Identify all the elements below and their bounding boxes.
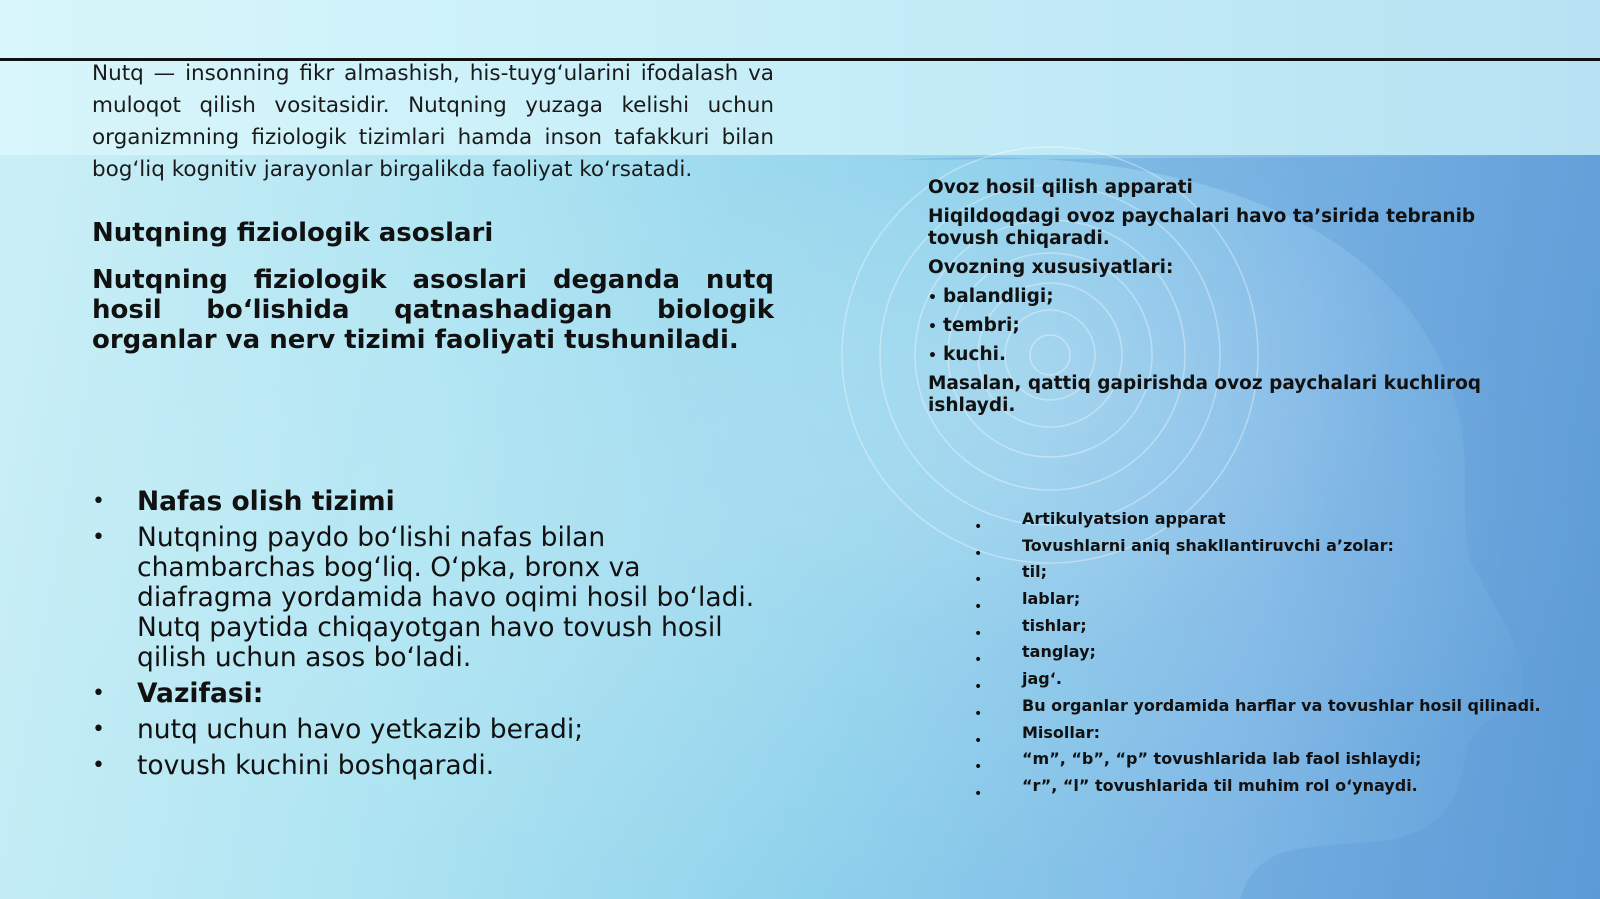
list-item: • Vazifasi: xyxy=(92,678,264,709)
list-item: • balandligi; xyxy=(928,286,1054,307)
voice-example: Masalan, qattiq gapirishda ovoz paychalari kuchliroq ishlaydi. xyxy=(928,373,1482,416)
list-item: tishlar; xyxy=(1022,615,1087,635)
articulation-bullets xyxy=(974,520,994,814)
list-item: • nutq uchun havo yetkazib beradi; xyxy=(92,714,584,745)
bullet-icon: • xyxy=(974,572,983,589)
list-item: lablar; xyxy=(1022,589,1081,609)
bullet-icon: • xyxy=(928,319,937,335)
bullet-icon: • xyxy=(974,679,983,696)
bullet-icon: • xyxy=(974,759,983,776)
list-item: Misollar: xyxy=(1022,722,1100,742)
bullet-icon: • xyxy=(974,732,983,749)
bullet-icon: • xyxy=(974,519,983,535)
intro-paragraph: Nutq — insonning fikr almashish, his-tuyg‘ularini ifodalash va muloqot qilish vositasidir. Nutqning yuzaga kelishi uchun organizmning fiziologik tizimlari hamda inson tafakkuri bilan bog‘liq kognitiv jarayonlar birgalikda faoliyat ko‘rsatadi. xyxy=(92,61,774,182)
list-item: • kuchi. xyxy=(928,344,1006,365)
bullet-icon: • xyxy=(928,348,937,364)
list-item: til; xyxy=(1022,562,1048,582)
bullet-icon: • xyxy=(974,625,983,642)
section-heading: Nutqning fiziologik asoslari xyxy=(92,218,494,248)
bullet-icon: • xyxy=(92,489,105,514)
bullet-icon: • xyxy=(974,545,983,562)
bullet-icon: • xyxy=(92,681,105,706)
list-item: jag‘. xyxy=(1022,669,1062,689)
list-item: “r”, “l” tovushlarida til muhim rol o‘ynaydi. xyxy=(1022,775,1418,795)
bullet-icon: • xyxy=(92,753,105,778)
list-item: • Nafas olish tizimi xyxy=(92,486,395,517)
bullet-icon: • xyxy=(92,525,105,550)
bullet-icon: • xyxy=(92,717,105,742)
bullet-icon: • xyxy=(974,599,983,616)
list-item: tanglay; xyxy=(1022,642,1096,662)
bullet-icon: • xyxy=(928,290,937,306)
voice-properties-title: Ovozning xususiyatlari: xyxy=(928,257,1174,278)
articulation-title: Artikulyatsion apparat xyxy=(1022,509,1226,528)
bullet-icon: • xyxy=(974,652,983,669)
voice-apparatus-block xyxy=(928,177,1528,424)
list-item: Bu organlar yordamida harflar va tovushlar hosil qilinadi. xyxy=(1022,695,1541,715)
list-item: “m”, “b”, “p” tovushlarida lab faol ishlaydi; xyxy=(1022,749,1422,769)
articulation-apparatus-block xyxy=(1022,509,1582,803)
voice-description: Hiqildoqdagi ovoz paychalari havo ta’sirida tebranib tovush chiqaradi. xyxy=(928,206,1476,249)
list-item: Tovushlarni aniq shakllantiruvchi a’zolar: xyxy=(1022,535,1394,555)
list-item: • Nutqning paydo bo‘lishi nafas bilan chambarchas bog‘liq. O‘pka, bronx va diafragma yordamida havo oqimi hosil bo‘ladi. Nutq paytida chiqayotgan havo tovush hosil qilish uchun asos bo‘ladi. xyxy=(92,522,755,673)
breathing-system-list xyxy=(92,487,782,787)
list-item: • tovush kuchini boshqaradi. xyxy=(92,750,495,781)
bullet-icon: • xyxy=(974,785,983,802)
voice-title: Ovoz hosil qilish apparati xyxy=(928,177,1193,198)
definition-paragraph: Nutqning fiziologik asoslari deganda nutq hosil bo‘lishida qatnashadigan biologik organlar va nerv tizimi faoliyati tushuniladi. xyxy=(92,265,774,355)
bullet-icon: • xyxy=(974,705,983,722)
list-item: • tembri; xyxy=(928,315,1020,336)
